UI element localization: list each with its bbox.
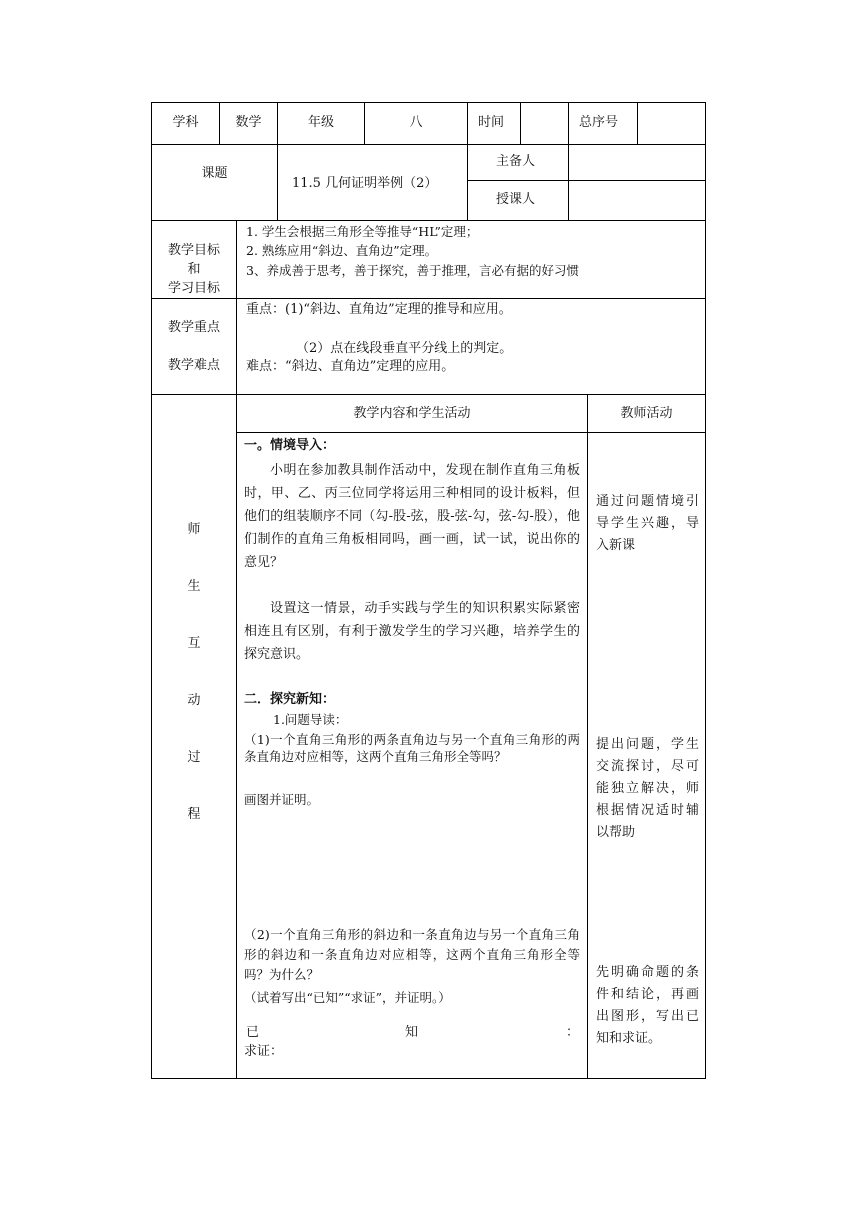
- process-side-label: 程: [187, 807, 201, 822]
- row1-divider: [520, 102, 521, 144]
- objectives-label: 和: [187, 262, 201, 277]
- objective-item: 2. 熟练应用“斜边、直角边”定理。: [246, 243, 438, 258]
- section-title: 一。情境导入：: [244, 438, 336, 453]
- topic-label: 课题: [201, 166, 228, 181]
- row1-divider: [637, 102, 638, 144]
- scenario-paragraph: 小明在参加教具制作活动中，发现在制作直角三角板时，甲、乙、丙三位同学将运用三种相同的设计板料，但他们的组装顺序不同（勾-股-弦，股-弦-勾，弦-勾-股），他们制作的直角三角板相同吗，画一画，试一试，说出你的意见？: [244, 463, 580, 570]
- subsection-title: 1.问题导读：: [273, 712, 348, 727]
- key-point-text: （2）点在线段垂直平分线上的判定。: [296, 341, 513, 356]
- row-line: [151, 144, 706, 145]
- teacher-note: 先明确命题的条件和结论，再画出图形，写出已知和求证。: [596, 965, 699, 1046]
- lecturer-label: 授课人: [496, 192, 536, 207]
- table-border-bottom: [151, 1078, 706, 1079]
- difficult-point-text: 难点：“斜边、直角边”定理的应用。: [246, 359, 455, 374]
- content-column-header: 教学内容和学生活动: [353, 406, 471, 421]
- section-title: 二．探究新知：: [244, 692, 336, 707]
- question-2: （2)一个直角三角形的斜边和一条直角边与另一个直角三角形的斜边和一条直角边对应相等，这两个直角三角形全等吗？为什么？: [244, 927, 580, 982]
- process-side-label: 生: [187, 579, 201, 594]
- label-column-divider: [236, 220, 237, 1079]
- difficult-point-label: 教学难点: [167, 358, 220, 373]
- preparer-label: 主备人: [496, 154, 536, 169]
- scenario-comment: 设置这一情景，动手实践与学生的知识积累实际紧密相连且有区别，有利于激发学生的学习兴趣，培养学生的探究意识。: [244, 601, 580, 662]
- teacher-note: 通过问题情境引导学生兴趣，导入新课: [596, 494, 699, 553]
- row1-divider: [568, 102, 569, 144]
- objectives-label: 教学目标: [167, 243, 220, 258]
- teacher-column-divider: [587, 394, 588, 1079]
- question-2-note: （试着写出“已知”“求证”，并证明。）: [244, 990, 451, 1005]
- table-border-right: [705, 102, 706, 1079]
- question-1: （1)一个直角三角形的两条直角边与另一个直角三角形的两条直角边对应相等，这两个直角三角形全等吗？: [244, 732, 580, 764]
- row2-divider: [568, 144, 569, 220]
- teacher-column-header: 教师活动: [620, 406, 673, 421]
- row2-divider: [467, 144, 468, 220]
- key-point-text: 重点：(1)“斜边、直角边”定理的推导和应用。: [246, 302, 512, 317]
- known-label: 已: [246, 1025, 260, 1040]
- row1-divider: [467, 102, 468, 144]
- prove-label: 求证：: [244, 1044, 284, 1059]
- row2-divider: [277, 144, 278, 220]
- subject-label: 学科: [172, 115, 199, 130]
- teacher-note: 提出问题，学生交流探讨，尽可能独立解决，师根据情况适时辅以帮助: [596, 737, 699, 840]
- row-line: [151, 394, 706, 395]
- process-side-label: 师: [187, 522, 201, 537]
- topic-value: 11.5 几何证明举例（2）: [292, 176, 438, 191]
- objective-item: 1. 学生会根据三角形全等推导“HL”定理；: [246, 224, 479, 239]
- known-label: ：: [566, 1025, 580, 1040]
- objectives-label: 学习目标: [167, 281, 220, 296]
- process-side-label: 互: [187, 636, 201, 651]
- question-1-action: 画图并证明。: [244, 792, 320, 807]
- time-label: 时间: [478, 115, 505, 130]
- grade-label: 年级: [307, 115, 334, 130]
- serial-label: 总序号: [579, 115, 619, 130]
- objective-item: 3、养成善于思考，善于探究，善于推理，言必有据的好习惯: [246, 263, 579, 278]
- key-point-label: 教学重点: [167, 320, 220, 335]
- row-line: [151, 220, 706, 221]
- grade-value: 八: [409, 115, 423, 130]
- known-label: 知: [405, 1025, 419, 1040]
- row2-subline: [467, 180, 706, 181]
- table-border-top: [151, 102, 706, 103]
- process-side-label: 动: [187, 693, 201, 708]
- subject-value: 数学: [235, 115, 262, 130]
- process-header-line: [236, 432, 706, 433]
- row-line: [151, 298, 706, 299]
- process-side-label: 过: [187, 750, 201, 765]
